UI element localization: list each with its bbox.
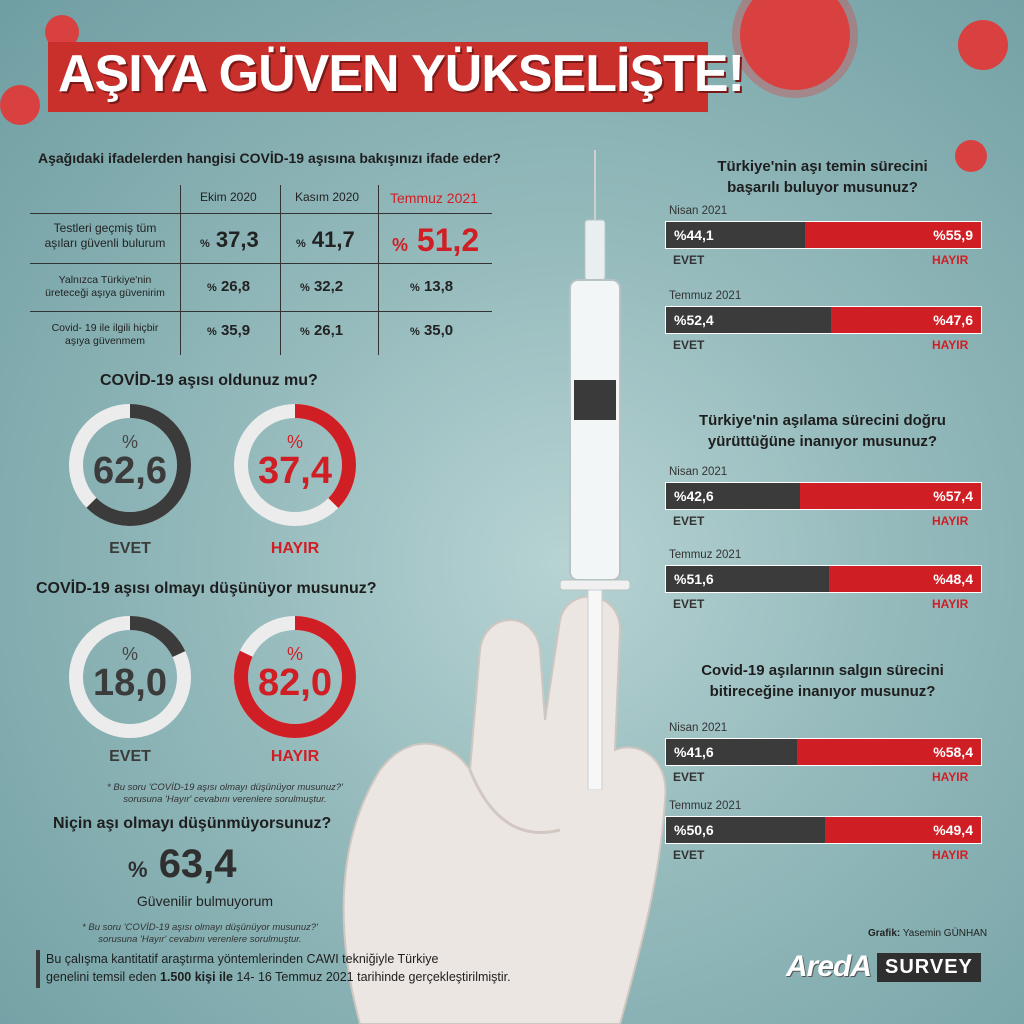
table-rule	[180, 185, 181, 355]
brand-logo-survey: SURVEY	[877, 953, 981, 982]
bar-segment-no: %58,4	[797, 739, 981, 765]
donut-question: COVİD-19 aşısı olmayı düşünüyor musunuz?	[36, 580, 377, 597]
table-rule	[378, 185, 379, 355]
donut-value-yes: 18,0	[93, 662, 167, 704]
bar-question: Türkiye'nin aşı temin sürecini	[717, 158, 928, 175]
bar-label-yes: EVET	[673, 770, 705, 784]
table-row-label: Testleri geçmiş tüm aşıları güvenli bulurum	[44, 221, 166, 250]
bar-period: Temmuz 2021	[669, 290, 742, 302]
bar-question: Covid-19 aşılarının salgın sürecini	[701, 662, 944, 679]
donut-label-yes: EVET	[109, 540, 151, 557]
why-value: % 63,4	[128, 842, 237, 886]
stacked-bar	[665, 221, 982, 249]
donut-pct-sign: %	[121, 644, 138, 664]
page-title: AŞIYA GÜVEN YÜKSELİŞTE!	[58, 45, 744, 103]
table-cell: % 13,8	[410, 278, 454, 295]
stacked-bar	[665, 565, 982, 593]
donut-pct-sign: %	[121, 432, 138, 452]
bar-segment-no: %55,9	[805, 222, 981, 248]
table-cell: % 37,3	[200, 227, 259, 252]
bar-segment-no: %48,4	[829, 566, 981, 592]
bar-label-yes: EVET	[673, 338, 705, 352]
bar-period: Nisan 2021	[669, 466, 728, 478]
bar-label-yes: EVET	[673, 514, 705, 528]
stacked-bar	[665, 306, 982, 334]
bar-question: bitireceğine inanıyor musunuz?	[709, 683, 936, 700]
bar-question: yürüttüğüne inanıyor musunuz?	[707, 433, 938, 450]
virus-decoration	[740, 0, 850, 90]
donut-label-yes: EVET	[109, 748, 151, 765]
bar-segment-yes: %44,1	[666, 222, 805, 248]
table-rule	[30, 311, 492, 312]
table-rule	[30, 213, 492, 214]
table-col-header: Kasım 2020	[295, 190, 360, 204]
table-cell: % 51,2	[392, 222, 480, 258]
table-cell: % 32,2	[300, 278, 344, 295]
donut-value-no: 37,4	[258, 450, 332, 492]
stacked-bar	[665, 738, 982, 766]
bar-label-yes: EVET	[673, 848, 705, 862]
bar-segment-yes: %50,6	[666, 817, 825, 843]
bar-label-yes: EVET	[673, 597, 705, 611]
virus-decoration	[0, 85, 40, 125]
bar-label-no: HAYIR	[932, 848, 969, 862]
table-cell: % 41,7	[296, 227, 355, 252]
brand-logo-text: AredA	[786, 950, 872, 983]
table-rule	[30, 263, 492, 264]
stacked-bar	[665, 482, 982, 510]
brand-logo	[786, 950, 981, 984]
bar-label-no: HAYIR	[932, 514, 969, 528]
bar-segment-yes: %51,6	[666, 566, 829, 592]
stacked-bar	[665, 816, 982, 844]
bar-segment-no: %49,4	[825, 817, 981, 843]
bar-segment-no: %57,4	[800, 483, 981, 509]
donut-label-no: HAYIR	[270, 540, 320, 557]
donut-value-yes: 62,6	[93, 450, 167, 492]
bar-label-no: HAYIR	[932, 253, 969, 267]
why-question: Niçin aşı olmayı düşünmüyorsunuz?	[53, 815, 332, 832]
table-cell: % 35,0	[410, 322, 454, 339]
footer-accent	[36, 950, 40, 988]
virus-decoration	[958, 20, 1008, 70]
table-row-label: Yalnızca Türkiye'nin üreteceği aşıya güvenirim	[45, 274, 165, 300]
footnote: * Bu soru 'COVİD-19 aşısı olmayı düşünüyor musunuz?' sorusuna 'Hayır' cevabını verenlere sorulmuştur.	[107, 782, 343, 806]
bar-label-no: HAYIR	[932, 597, 969, 611]
table-col-header: Ekim 2020	[200, 190, 257, 204]
bar-segment-yes: %42,6	[666, 483, 800, 509]
bar-segment-yes: %52,4	[666, 307, 831, 333]
bar-period: Temmuz 2021	[669, 800, 742, 812]
table-cell: % 26,1	[300, 322, 344, 339]
donut-pct-sign: %	[286, 432, 303, 452]
bar-segment-yes: %41,6	[666, 739, 797, 765]
donut-value-no: 82,0	[258, 662, 332, 704]
donut-pct-sign: %	[286, 644, 303, 664]
why-label: Güvenilir bulmuyorum	[136, 893, 274, 909]
footnote: * Bu soru 'COVİD-19 aşısı olmayı düşünüyor musunuz?' sorusuna 'Hayır' cevabını verenlere sorulmuştur.	[82, 922, 318, 946]
bar-question: başarılı buluyor musunuz?	[727, 179, 918, 196]
bar-period: Nisan 2021	[669, 722, 728, 734]
methodology-note: Bu çalışma kantitatif araştırma yöntemlerinden CAWI tekniğiyle Türkiye genelini temsil eden 1.500 kişi ile 14- 16 Temmuz 2021 tarihinde gerçekleştirilmiştir.	[46, 952, 511, 985]
table-cell: % 35,9	[207, 322, 251, 339]
syringe-illustration	[560, 150, 630, 790]
bar-period: Temmuz 2021	[669, 549, 742, 561]
bar-label-yes: EVET	[673, 253, 705, 267]
table-row-label: Covid- 19 ile ilgili hiçbir aşıya güvenmem	[51, 322, 159, 348]
credit: Grafik: Yasemin GÜNHAN	[868, 928, 988, 939]
bar-question: Türkiye'nin aşılama sürecini doğru	[699, 412, 946, 429]
donut-label-no: HAYIR	[270, 748, 320, 765]
table-question: Aşağıdaki ifadelerden hangisi COVİD-19 aşısına bakışınızı ifade eder?	[38, 150, 501, 166]
donut-question: COVİD-19 aşısı oldunuz mu?	[100, 372, 318, 389]
table-col-header: Temmuz 2021	[390, 190, 478, 206]
bar-label-no: HAYIR	[932, 338, 969, 352]
bar-segment-no: %47,6	[831, 307, 981, 333]
table-cell: % 26,8	[207, 278, 251, 295]
bar-label-no: HAYIR	[932, 770, 969, 784]
bar-period: Nisan 2021	[669, 205, 728, 217]
table-rule	[280, 185, 281, 355]
